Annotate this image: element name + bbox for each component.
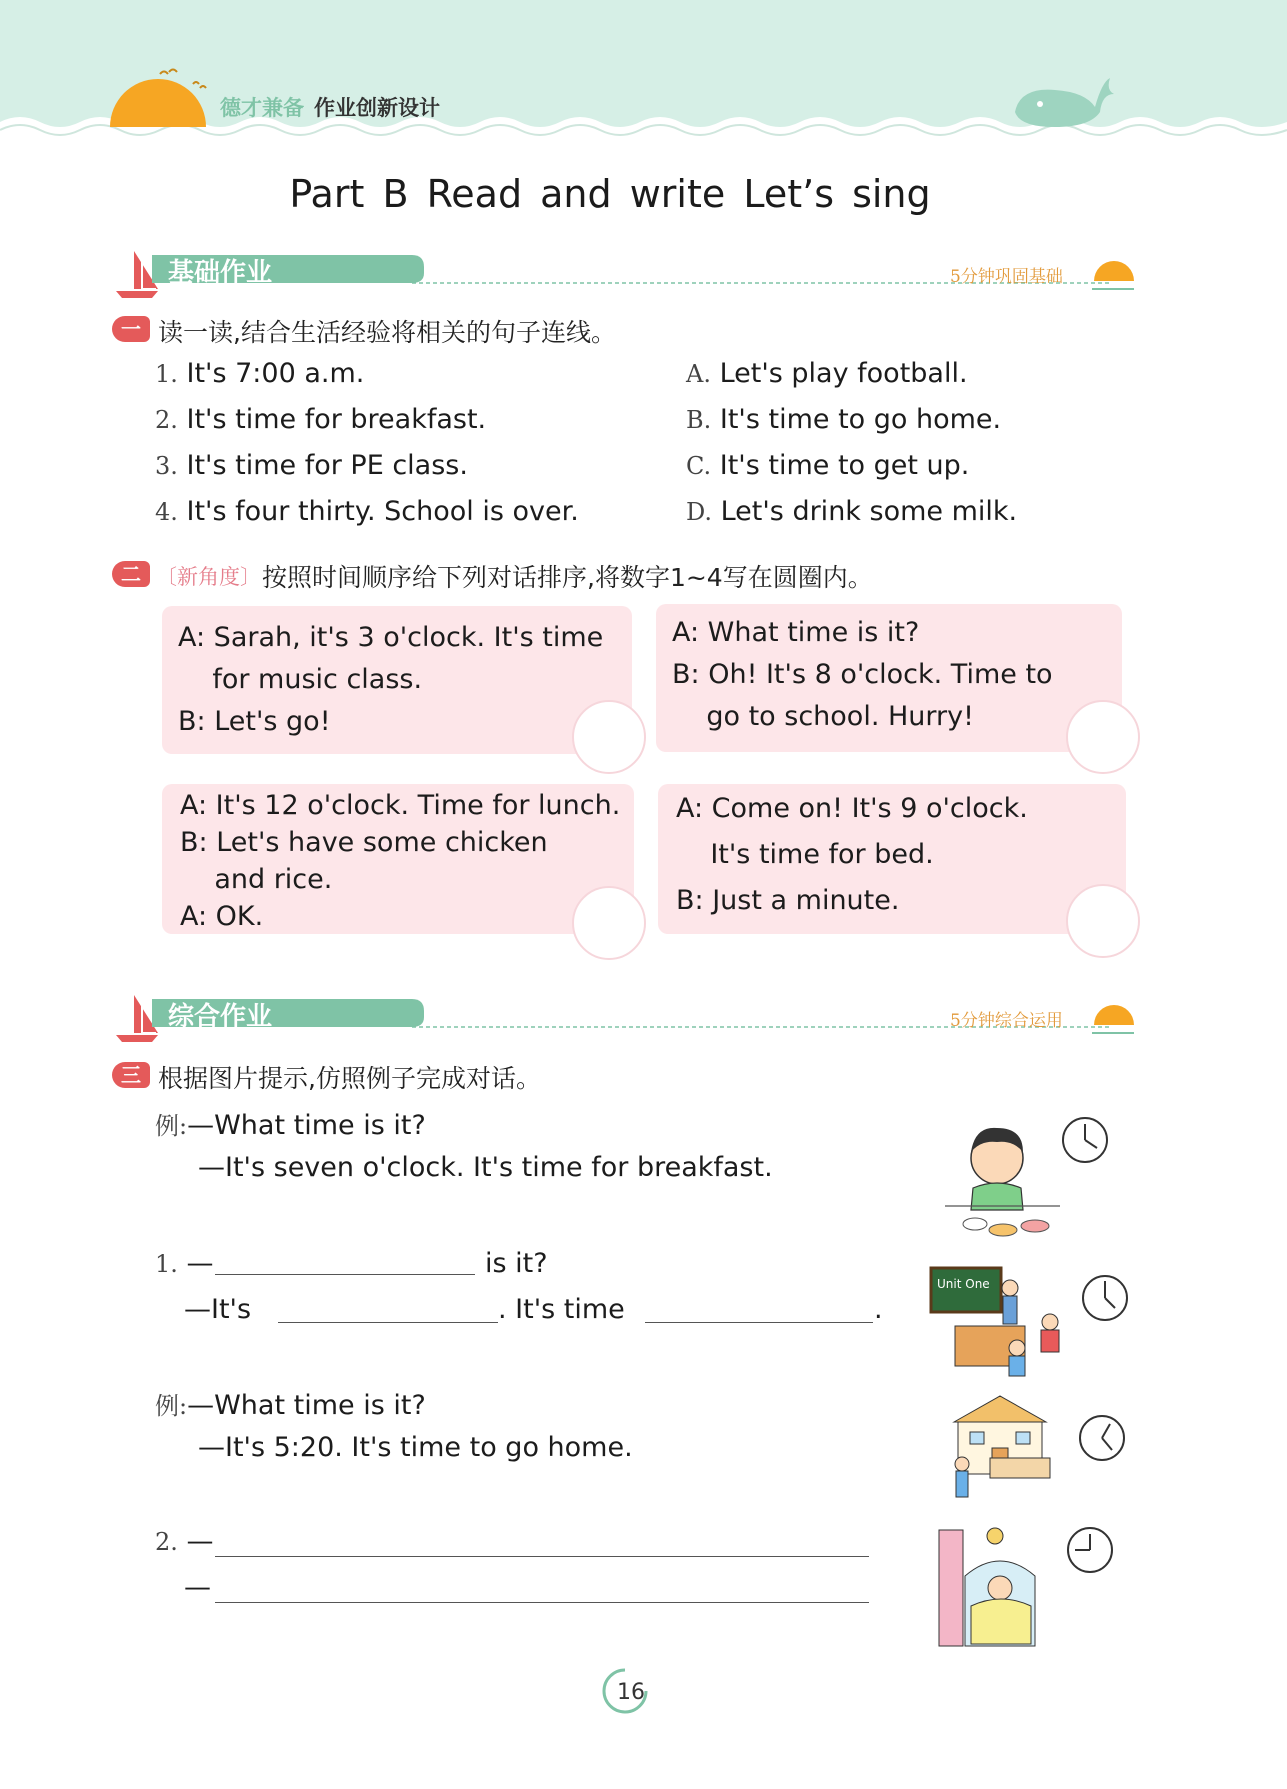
dialogue-line: B: Let's go! [178, 706, 331, 737]
brand-dark: 作业创新设计 [314, 96, 440, 120]
q3-badge: 三 [112, 1062, 150, 1088]
q1-instruction: 读一读,结合生活经验将相关的句子连线。 [158, 318, 616, 347]
dialogue-line: B: Let's have some chicken [180, 827, 548, 858]
section2-side-note: 5分钟综合运用 [950, 1011, 1063, 1031]
dialogue-line: and rice. [180, 864, 333, 895]
order-circle[interactable] [572, 886, 646, 960]
section2-label: 综合作业 [168, 1002, 273, 1032]
dialogue-line: B: Just a minute. [676, 885, 900, 916]
example1-question: 例:—What time is it? [155, 1110, 426, 1141]
order-circle[interactable] [1066, 884, 1140, 958]
dialogue-line: A: OK. [180, 901, 264, 932]
dialogue-line: for music class. [178, 664, 423, 695]
order-circle[interactable] [572, 700, 646, 774]
board-text: Unit One [937, 1277, 990, 1291]
item1-blank-activity[interactable] [645, 1322, 873, 1323]
example1-answer: —It's seven o'clock. It's time for breakfast. [198, 1152, 773, 1183]
q1-right-item: C. It's time to get up. [686, 450, 970, 481]
home-illustration [940, 1392, 1135, 1522]
dialogue-line: B: Oh! It's 8 o'clock. Time to [672, 659, 1053, 690]
q1-left-item: 2. It's time for breakfast. [155, 404, 487, 435]
sun-logo-icon [105, 62, 215, 132]
page-number: 16 [617, 1680, 645, 1705]
dialogue-line: A: It's 12 o'clock. Time for lunch. [180, 790, 621, 821]
item1-question: 1. — [155, 1248, 214, 1279]
dialogue-line: A: Come on! It's 9 o'clock. [676, 793, 1028, 824]
q1-badge: 一 [112, 316, 150, 342]
item2-blank-answer[interactable] [215, 1602, 869, 1603]
dialogue-line: A: Sarah, it's 3 o'clock. It's time [178, 622, 604, 653]
dialogue-line: A: What time is it? [672, 617, 920, 648]
breakfast-illustration [945, 1110, 1135, 1260]
dialogue-line: It's time for bed. [676, 839, 934, 870]
item2-answer-dash: — [184, 1572, 211, 1603]
item2-blank-question[interactable] [215, 1556, 869, 1557]
q1-right-item: A. Let's play football. [686, 358, 968, 389]
whale-icon [1010, 72, 1120, 132]
item1-blank-time[interactable] [278, 1322, 498, 1323]
q2-badge: 二 [112, 561, 150, 587]
q1-right-item: D. Let's drink some milk. [686, 496, 1018, 527]
section1-side-note: 5分钟巩固基础 [950, 267, 1063, 287]
dialogue-line: go to school. Hurry! [672, 701, 974, 732]
q1-left-item: 4. It's four thirty. School is over. [155, 496, 579, 527]
q1-left-item: 3. It's time for PE class. [155, 450, 468, 481]
q2-instruction: 按照时间顺序给下列对话排序,将数字1~4写在圆圈内。 [262, 563, 873, 592]
bedtime-illustration [935, 1526, 1135, 1656]
q2-new-angle-tag: 〔新角度〕 [156, 565, 261, 589]
item1-answer-mid: . It's time [498, 1294, 625, 1325]
q1-right-item: B. It's time to go home. [686, 404, 1002, 435]
brand-colored: 德才兼备 [220, 96, 304, 120]
example2-question: 例:—What time is it? [155, 1390, 426, 1421]
item1-answer-end: . [874, 1294, 883, 1325]
item1-blank-question[interactable] [215, 1274, 475, 1275]
q1-left-item: 1. It's 7:00 a.m. [155, 358, 365, 389]
section1-label: 基础作业 [168, 258, 273, 288]
item2-question: 2. — [155, 1526, 214, 1557]
order-circle[interactable] [1066, 700, 1140, 774]
page-title: Part B Read and write Let’s sing [289, 172, 931, 216]
item1-question-tail: is it? [485, 1248, 548, 1279]
example2-answer: —It's 5:20. It's time to go home. [198, 1432, 633, 1463]
q3-instruction: 根据图片提示,仿照例子完成对话。 [158, 1064, 541, 1093]
item1-answer-start: —It's [184, 1294, 252, 1325]
